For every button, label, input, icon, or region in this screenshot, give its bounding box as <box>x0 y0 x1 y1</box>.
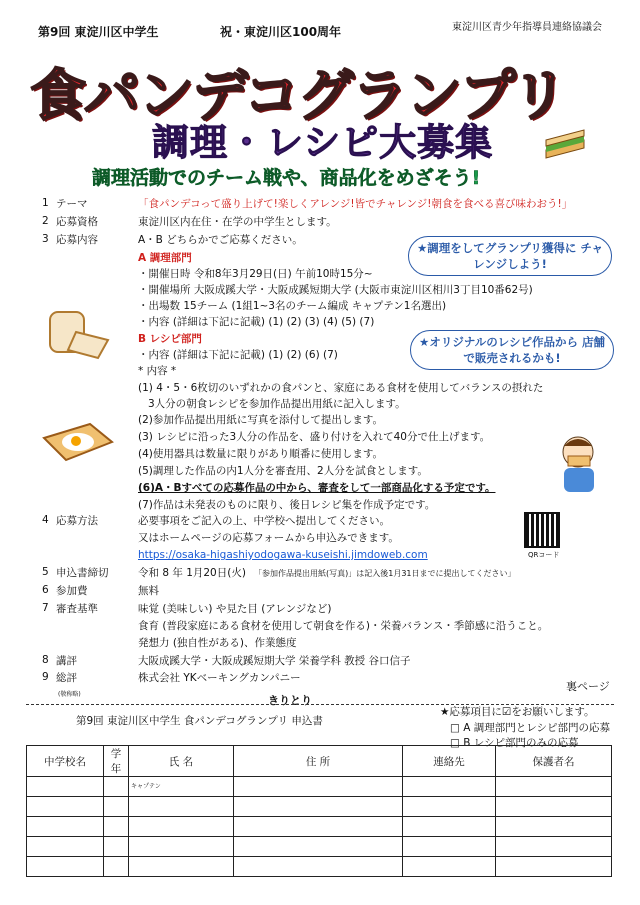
section-a-line: ・出場数 15チーム (1組1~3名のチーム編成 キャプテン1名選出) <box>138 300 447 312</box>
item-label: 応募方法 <box>56 515 98 527</box>
bubble-grandprix: ★調理をしてグランプリ獲得に チャレンジしよう! <box>408 236 612 276</box>
contact-cell[interactable] <box>403 837 496 857</box>
address-cell[interactable] <box>234 797 403 817</box>
item-number: 3 <box>42 233 49 245</box>
item-label: 講評 <box>56 655 77 667</box>
section-a-line: ・開催日時 令和8年3月29日(日) 午前10時15分~ <box>138 268 373 280</box>
item-label: 審査基準 <box>56 603 98 615</box>
school-cell[interactable] <box>27 857 104 877</box>
contents-line: (3) レシピに沿った3人分の作品を、盛り付けを入れて40分で仕上げます。 <box>138 431 491 443</box>
address-cell[interactable] <box>234 857 403 877</box>
contents-text: A・B どちらかでご応募ください。 <box>138 234 303 246</box>
col-name: 氏 名 <box>129 746 234 777</box>
name-cell[interactable] <box>129 857 234 877</box>
section-b-line: ・内容 (詳細は下記に記載) (1) (2) (6) (7) <box>138 349 338 361</box>
back-page-label: 裏ページ <box>566 680 610 693</box>
item-label: 応募資格 <box>56 216 98 228</box>
contents-line: (1) 4・5・6枚切のいずれかの食パンと、家庭にある食材を使用してバランスの摂れた <box>138 382 544 394</box>
address-cell[interactable] <box>234 777 403 797</box>
contents-line: (7)作品は未発表のものに限り、後日レシピ集を作成予定です。 <box>138 499 436 511</box>
school-cell[interactable] <box>27 837 104 857</box>
contact-cell[interactable] <box>403 777 496 797</box>
deadline-text: 令和 8 年 1月20日(火) <box>138 567 246 579</box>
honorific-note: (敬称略) <box>58 691 81 698</box>
item-number: 5 <box>42 566 49 578</box>
check-heading: ★応募項目に☑をお願いします。 <box>440 706 595 718</box>
grade-cell[interactable] <box>104 857 129 877</box>
section-a-line: ・内容 (詳細は下記に記載) (1) (2) (3) (4) (5) (7) <box>138 316 375 328</box>
fee-text: 無料 <box>138 585 159 597</box>
contact-cell[interactable] <box>403 857 496 877</box>
item-label: 応募内容 <box>56 234 98 246</box>
grade-cell[interactable] <box>104 817 129 837</box>
captain-label: キャプテン <box>131 782 161 790</box>
option-b-checkbox[interactable]: □ B レシピ部門のみの応募 <box>450 737 579 749</box>
review-text: 株式会社 YKベーキングカンパニー <box>138 672 301 684</box>
option-a-checkbox[interactable]: □ A 調理部門とレシピ部門の応募 <box>450 722 611 734</box>
col-grade: 学年 <box>104 746 129 777</box>
item-label: 総評 <box>56 672 77 684</box>
bubble-commercial: ★オリジナルのレシピ作品から 店舗で販売されるかも! <box>410 330 614 370</box>
name-cell[interactable] <box>129 777 234 797</box>
qr-code-icon[interactable] <box>524 512 560 548</box>
school-cell[interactable] <box>27 817 104 837</box>
col-school: 中学校名 <box>27 746 104 777</box>
item-number: 9 <box>42 671 49 683</box>
col-guardian: 保護者名 <box>496 746 612 777</box>
organizer: 東淀川区青少年指導員連絡協議会 <box>452 22 602 33</box>
toast-egg-icon <box>40 418 116 464</box>
website-link[interactable]: https://osaka-higashiyodogawa-kuseishi.jimdoweb.com <box>138 549 428 561</box>
main-title: 食パンデコグランプリ <box>30 64 566 129</box>
grade-cell[interactable] <box>104 797 129 817</box>
contact-cell[interactable] <box>403 797 496 817</box>
item-number: 8 <box>42 654 49 666</box>
guardian-cell[interactable] <box>496 797 612 817</box>
cut-line-label: きりとり <box>268 694 312 707</box>
tagline: 調理活動でのチーム戦や、商品化をめざそう! <box>92 167 481 189</box>
bread-icon <box>46 304 116 360</box>
school-cell[interactable] <box>27 777 104 797</box>
contents-heading: * 内容 * <box>138 365 177 377</box>
contact-cell[interactable] <box>403 817 496 837</box>
contents-line: (4)使用器具は数量に限りがあり順番に使用します。 <box>138 448 384 460</box>
item-number: 7 <box>42 602 49 614</box>
guardian-cell[interactable] <box>496 837 612 857</box>
theme-text: 「食パンデコって盛り上げて!楽しくアレンジ!皆でチャレンジ!朝食を食べる喜び味わおう!」 <box>138 198 573 210</box>
name-cell[interactable] <box>129 797 234 817</box>
item-number: 6 <box>42 584 49 596</box>
contents-line: (2)参加作品提出用紙に写真を添付して提出します。 <box>138 414 384 426</box>
lecturer-text: 大阪成蹊大学・大阪成蹊短期大学 栄養学科 教授 谷口信子 <box>138 655 411 667</box>
item-number: 1 <box>42 197 49 209</box>
name-cell[interactable] <box>129 837 234 857</box>
guardian-cell[interactable] <box>496 817 612 837</box>
deadline-note: 「参加作品提出用紙(写真)」は記入後1月31日までに提出してください」 <box>254 569 516 578</box>
section-a-line: ・開催場所 大阪成蹊大学・大阪成蹊短期大学 (大阪市東淀川区相川3丁目10番62号) <box>138 284 533 296</box>
item-label: テーマ <box>56 198 88 210</box>
anniversary: 祝・東淀川区100周年 <box>220 25 342 39</box>
section-b-title: B レシピ部門 <box>138 333 202 345</box>
address-cell[interactable] <box>234 817 403 837</box>
item-number: 2 <box>42 215 49 227</box>
child-eating-icon <box>556 432 606 496</box>
form-title: 第9回 東淀川区中学生 食パンデコグランプリ 申込書 <box>76 715 323 727</box>
item-label: 申込書締切 <box>56 567 109 579</box>
item-label: 参加費 <box>56 585 88 597</box>
method-line: 又はホームページの応募フォームから申込みできます。 <box>138 532 399 544</box>
qr-label: QRコード <box>528 551 560 559</box>
guardian-cell[interactable] <box>496 777 612 797</box>
criteria-line: 発想力 (独自性がある)、作業態度 <box>138 637 297 649</box>
name-cell[interactable] <box>129 817 234 837</box>
col-address: 住 所 <box>234 746 403 777</box>
school-cell[interactable] <box>27 797 104 817</box>
guardian-cell[interactable] <box>496 857 612 877</box>
item-number: 4 <box>42 514 49 526</box>
eligibility-text: 東淀川区内在住・在学の中学生とします。 <box>138 216 337 228</box>
edition: 第9回 東淀川区中学生 <box>38 25 159 39</box>
contents-line: (5)調理した作品の内1人分を審査用、2人分を試食とします。 <box>138 465 428 477</box>
col-contact: 連絡先 <box>403 746 496 777</box>
criteria-line: 食育 (普段家庭にある食材を使用して朝食を作る)・栄養バランス・季節感に沿うこと。 <box>138 620 549 632</box>
sub-title: 調理・レシピ大募集 <box>152 121 494 164</box>
section-a-title: A 調理部門 <box>138 252 192 264</box>
contents-line-highlight: (6)A・Bすべての応募作品の中から、審査をして一部商品化する予定です。 <box>138 482 496 494</box>
criteria-text: 味覚 (美味しい) や見た目 (アレンジなど) <box>138 603 332 615</box>
contents-line: 3人分の朝食レシピを参加作品提出用紙に記入します。 <box>148 398 406 410</box>
application-table <box>26 745 612 877</box>
address-cell[interactable] <box>234 837 403 857</box>
method-line: 必要事項をご記入の上、中学校へ提出してください。 <box>138 515 390 527</box>
grade-cell[interactable] <box>104 777 129 797</box>
grade-cell[interactable] <box>104 837 129 857</box>
sandwich-icon <box>544 128 586 162</box>
